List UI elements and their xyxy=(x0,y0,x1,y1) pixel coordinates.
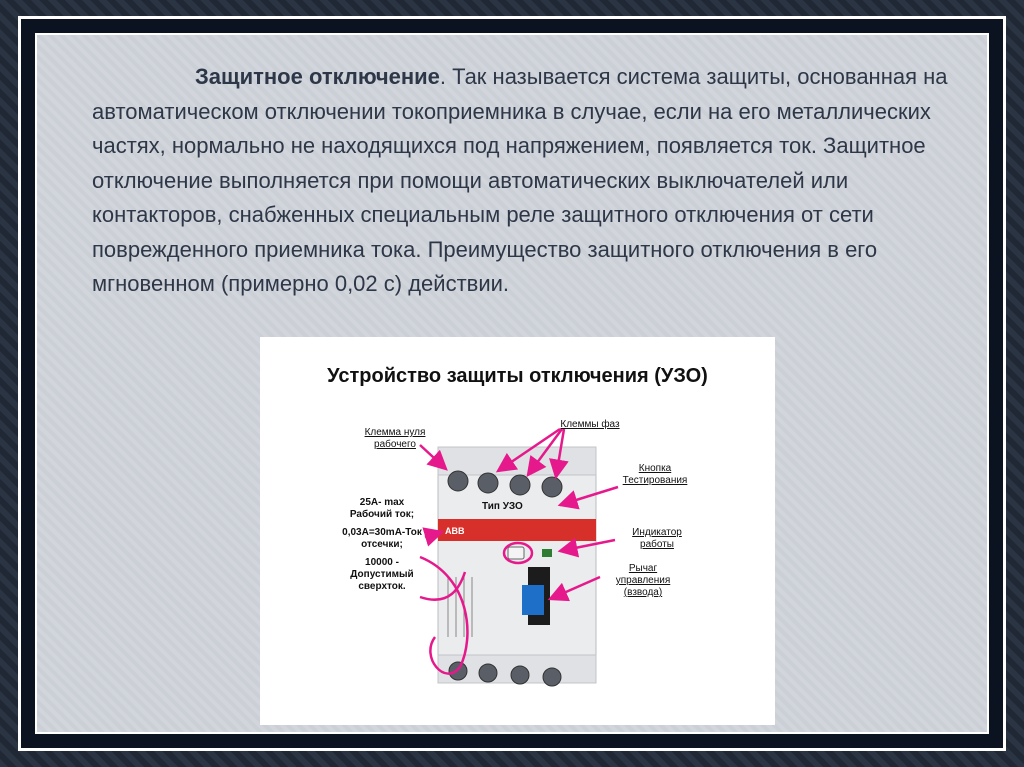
terminal-bottom-3 xyxy=(543,668,561,686)
terminal-bottom-1 xyxy=(479,664,497,682)
callout-neutral-line1: Клемма нуля xyxy=(364,427,426,438)
callout-lever-line3: (взвода) xyxy=(623,587,663,598)
callout-ratings-line4: отсечки; xyxy=(361,539,403,550)
callout-ratings xyxy=(336,497,428,593)
callout-neutral-line2: рабочего xyxy=(374,439,416,450)
callout-indicator-line1: Индикатор xyxy=(632,527,682,538)
callout-lever-line1: Рычаг xyxy=(628,563,658,574)
terminal-top-n xyxy=(448,471,468,491)
callout-neutral xyxy=(360,427,430,451)
callout-phases xyxy=(550,419,630,431)
control-lever xyxy=(522,585,544,615)
callout-lever xyxy=(598,563,688,599)
callout-button-line1: Кнопка xyxy=(638,463,672,474)
callout-ratings-line1: 25А- max xyxy=(359,497,405,508)
figure-title: Устройство защиты отключения (УЗО) xyxy=(327,365,708,387)
callout-button-line2: Тестирования xyxy=(622,475,688,486)
callout-ratings-line2: Рабочий ток; xyxy=(349,509,415,520)
callout-ratings-line5: 10000 - xyxy=(365,557,399,568)
rcd-device-body xyxy=(438,447,596,686)
rcd-figure xyxy=(260,337,775,725)
test-button xyxy=(508,547,524,559)
callout-indicator xyxy=(612,527,702,551)
terminal-top-3 xyxy=(542,477,562,497)
slide-body-text: . Так называется система защиты, основанная на автоматическом отключении токоприемника в случае, если на его металлических частях, нормально не находящихся под напряжением, появляется ток. Защитное отключение выполняется при помощи автоматических выключателей или контакторов, снабженных специальным реле защитного отключения от сети поврежденного приемника тока. Преимущество защитного отключения в его мгновенном (примерно 0,02 с) действии. xyxy=(92,64,948,296)
callout-ratings-line3: 0,03А=30mA-Ток xyxy=(342,527,422,538)
slide-lead-term: Защитное отключение xyxy=(195,64,440,89)
terminal-top-2 xyxy=(510,475,530,495)
callout-lever-line2: управления xyxy=(615,575,671,586)
rcd-brand: ABB xyxy=(445,526,465,536)
callout-ratings-line6: Допустимый xyxy=(350,569,414,580)
rcd-type-label: Тип УЗО xyxy=(482,501,523,512)
slide-text xyxy=(92,60,952,302)
callout-test-button xyxy=(610,463,700,487)
terminal-bottom-2 xyxy=(511,666,529,684)
callout-ratings-line7: сверхток. xyxy=(358,581,406,592)
terminal-top-1 xyxy=(478,473,498,493)
status-indicator xyxy=(542,549,552,557)
callout-phases-line1: Клеммы фаз xyxy=(560,419,620,430)
callout-indicator-line2: работы xyxy=(640,539,674,550)
